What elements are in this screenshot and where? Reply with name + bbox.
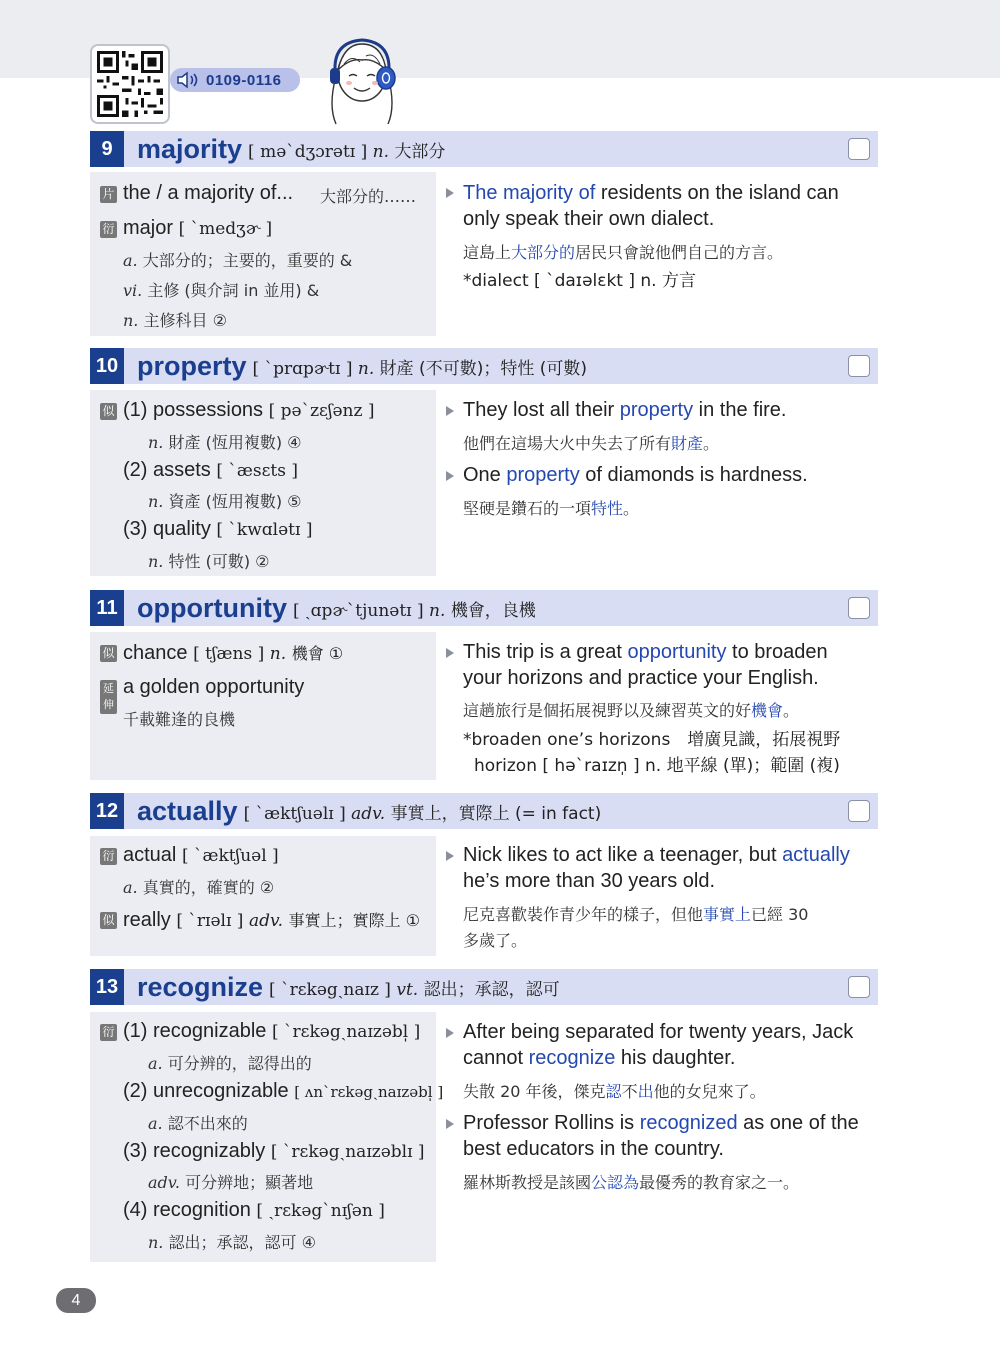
derivative-word: actual [ `æktʃuəl ] [123, 844, 279, 866]
headphone-girl-illustration [322, 36, 402, 126]
derivative-word: (3) recognizably [ `rɛkəgˏnaɪzəblɪ ] [123, 1140, 425, 1162]
entry-header-actually [90, 793, 878, 829]
headword-definition: [ mə`dʒɔrətɪ ] n. 大部分 [248, 141, 446, 162]
synonym-word: (1) possessions [ pə`zɛʃənz ] [123, 399, 375, 421]
entry-number: 13 [90, 969, 124, 1005]
example-sentence-cont: your horizons and practice your English. [463, 667, 819, 689]
headword: actually [137, 795, 238, 826]
synonym-word: (3) quality [ `kwɑlətɪ ] [123, 518, 313, 540]
sense-line: vi. 主修 (與介詞 in 並用) & [123, 281, 320, 300]
headword: recognize [137, 971, 264, 1002]
vocab-note: *broaden one’s horizons 增廣見識，拓展視野 [463, 730, 841, 750]
example-bullet-icon [446, 1119, 454, 1129]
sense-line: n. 財產 (恆用複數) ④ [148, 433, 302, 452]
example-bullet-icon [446, 1028, 454, 1038]
example-sentence: They lost all their property in the fire. [463, 399, 787, 421]
example-translation: 失散 20 年後，傑克認不出他的女兒來了。 [463, 1082, 766, 1101]
entry-number: 11 [90, 590, 124, 626]
example-bullet-icon [446, 188, 454, 198]
qr-code-icon[interactable] [90, 44, 170, 124]
example-sentence: This trip is a great opportunity to broaden [463, 641, 828, 663]
derivative-word: major [ `medʒɚ ] [123, 217, 273, 239]
example-translation-cont: 多歲了。 [463, 931, 528, 950]
study-checkbox[interactable] [848, 597, 870, 619]
related-words-box [90, 1012, 436, 1262]
sense-line: n. 資產 (恆用複數) ⑤ [148, 492, 302, 511]
study-checkbox[interactable] [848, 355, 870, 377]
headword: majority [137, 133, 243, 164]
study-checkbox[interactable] [848, 138, 870, 160]
audio-track-pill[interactable] [170, 68, 300, 92]
vocab-note: *dialect [ `daɪəlɛkt ] n. 方言 [463, 271, 696, 291]
example-translation: 尼克喜歡裝作青少年的樣子，但他事實上已經 30 [463, 905, 809, 924]
phrase: the / a majority of... [123, 182, 294, 204]
example-translation: 堅硬是鑽石的一項特性。 [463, 499, 640, 518]
entry-header-opportunity [90, 590, 878, 626]
example-translation: 這趟旅行是個拓展視野以及練習英文的好機會。 [463, 701, 800, 720]
example-bullet-icon [446, 648, 454, 658]
example-bullet-icon [446, 851, 454, 861]
headword-definition: [ `rɛkəgˏnaɪz ] vt. 認出；承認，認可 [269, 979, 560, 1000]
derivative-tag: 衍 [100, 221, 117, 238]
sense-line: a. 大部分的；主要的，重要的 & [123, 251, 353, 270]
page-number: 4 [56, 1288, 96, 1313]
headword: property [137, 350, 247, 381]
vocab-note: horizon [ hə`raɪzn̩ ] n. 地平線 (單)；範圍 (複) [474, 756, 840, 776]
phrase-meaning: 大部分的…… [320, 187, 417, 206]
sense-line: adv. 可分辨地；顯著地 [148, 1173, 314, 1192]
audio-track-number: 0109-0116 [206, 71, 282, 89]
derivative-word: (2) unrecognizable [ ʌn`rɛkəgˏnaɪzəbl̩ ] [123, 1080, 444, 1102]
extension-tag: 延伸 [100, 680, 117, 714]
study-checkbox[interactable] [848, 976, 870, 998]
derivative-word: (1) recognizable [ `rɛkəgˏnaɪzəbl̩ ] [123, 1020, 421, 1042]
sense-line: a. 可分辨的，認得出的 [148, 1054, 312, 1073]
derivative-tag: 衍 [100, 1024, 117, 1041]
derivative-tag: 衍 [100, 848, 117, 865]
example-bullet-icon [446, 406, 454, 416]
example-sentence: After being separated for twenty years, Jack [463, 1021, 854, 1043]
synonym-word: chance [ tʃæns ] n. 機會 ① [123, 642, 344, 664]
example-sentence-cont: he’s more than 30 years old. [463, 870, 716, 892]
example-translation: 這島上大部分的居民只會說他們自己的方言。 [463, 243, 784, 262]
headword-definition: [ ˏɑpɚ`tjunətɪ ] n. 機會，良機 [292, 600, 536, 621]
sense-line: a. 認不出來的 [148, 1114, 248, 1133]
sense-line: n. 特性 (可數) ② [148, 552, 270, 571]
sense-line: n. 認出；承認，認可 ④ [148, 1233, 316, 1252]
speaker-icon [176, 71, 202, 89]
example-sentence-cont: only speak their own dialect. [463, 208, 715, 230]
example-sentence: The majority of residents on the island can [463, 182, 839, 204]
entry-header-property [90, 348, 878, 384]
extended-phrase: a golden opportunity [123, 676, 305, 698]
synonym-tag: 似 [100, 912, 117, 929]
example-sentence-cont: best educators in the country. [463, 1138, 724, 1160]
example-sentence-cont: cannot recognize his daughter. [463, 1047, 736, 1069]
example-translation: 羅林斯教授是該國公認為最優秀的教育家之一。 [463, 1173, 800, 1192]
example-sentence: One property of diamonds is hardness. [463, 464, 808, 486]
headword-definition: [ `prɑpɚtɪ ] n. 財產 (不可數)；特性 (可數) [252, 358, 587, 379]
entry-number: 9 [90, 131, 124, 167]
phrase-tag: 片 [100, 186, 117, 203]
sense-line: a. 真實的，確實的 ② [123, 878, 275, 897]
synonym-tag: 似 [100, 645, 117, 662]
example-translation: 他們在這場大火中失去了所有財產。 [463, 434, 720, 453]
example-bullet-icon [446, 471, 454, 481]
headword: opportunity [137, 592, 287, 623]
study-checkbox[interactable] [848, 800, 870, 822]
synonym-tag: 似 [100, 403, 117, 420]
derivative-word: (4) recognition [ ˏrɛkəg`nɪʃən ] [123, 1199, 385, 1221]
synonym-word: really [ `rɪəlɪ ] adv. 事實上；實際上 ① [123, 909, 421, 931]
sense-line: n. 主修科目 ② [123, 311, 227, 330]
headword-definition: [ `æktʃuəlɪ ] adv. 事實上，實際上 (= in fact) [243, 803, 602, 824]
entry-number: 12 [90, 793, 124, 829]
example-sentence: Professor Rollins is recognized as one of the [463, 1112, 859, 1134]
entry-number: 10 [90, 348, 124, 384]
phrase-meaning: 千載難逢的良機 [123, 710, 236, 729]
entry-header-majority [90, 131, 878, 167]
entry-header-recognize [90, 969, 878, 1005]
example-sentence: Nick likes to act like a teenager, but actually [463, 844, 850, 866]
synonym-word: (2) assets [ `æsɛts ] [123, 459, 299, 481]
